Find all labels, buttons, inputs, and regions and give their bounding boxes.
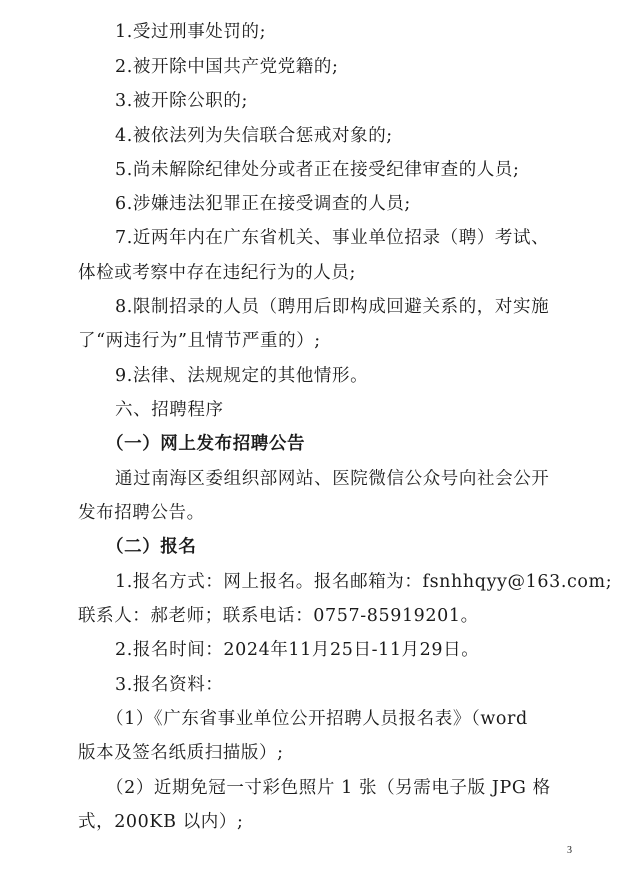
list-item-7-cont: 体检或考察中存在违纪行为的人员; <box>78 263 356 283</box>
subheading-registration: （二）报名 <box>106 537 197 557</box>
material-item-2-cont: 式，200KB 以内）; <box>78 812 244 832</box>
material-item-1: （1）《广东省事业单位公开招聘人员报名表》（word <box>106 709 528 729</box>
registration-time: 2.报名时间：2024年11月25日-11月29日。 <box>115 640 480 660</box>
registration-method: 1.报名方式：网上报名。报名邮箱为：fsnhhqyy@163.com; <box>115 572 613 592</box>
list-item-2: 2.被开除中国共产党党籍的; <box>115 57 339 77</box>
list-item-8-cont: 了“两违行为”且情节严重的）; <box>78 331 321 351</box>
list-item-7: 7.近两年内在广东省机关、事业单位招录（聘）考试、 <box>115 228 550 248</box>
list-item-9: 9.法律、法规规定的其他情形。 <box>115 366 369 386</box>
section-heading-recruitment-procedure: 六、招聘程序 <box>115 400 224 420</box>
paragraph-announcement: 通过南海区委组织部网站、医院微信公众号向社会公开 <box>115 469 550 489</box>
paragraph-announcement-cont: 发布招聘公告。 <box>78 503 205 523</box>
subheading-online-announcement: （一）网上发布招聘公告 <box>106 434 306 454</box>
list-item-3: 3.被开除公职的; <box>115 91 248 111</box>
list-item-6: 6.涉嫌违法犯罪正在接受调查的人员; <box>115 194 411 214</box>
material-item-2: （2）近期免冠一寸彩色照片 1 张（另需电子版 JPG 格 <box>106 778 551 798</box>
list-item-4: 4.被依法列为失信联合惩戒对象的; <box>115 126 393 146</box>
list-item-5: 5.尚未解除纪律处分或者正在接受纪律审查的人员; <box>115 160 520 180</box>
page-number: 3 <box>567 845 572 856</box>
list-item-8: 8.限制招录的人员（聘用后即构成回避关系的，对实施 <box>115 297 550 317</box>
registration-contact: 联系人：郝老师；联系电话：0757-85919201。 <box>78 606 479 626</box>
registration-materials: 3.报名资料： <box>115 675 224 695</box>
list-item-1: 1.受过刑事处罚的; <box>115 22 267 42</box>
material-item-1-cont: 版本及签名纸质扫描版）; <box>78 743 284 763</box>
